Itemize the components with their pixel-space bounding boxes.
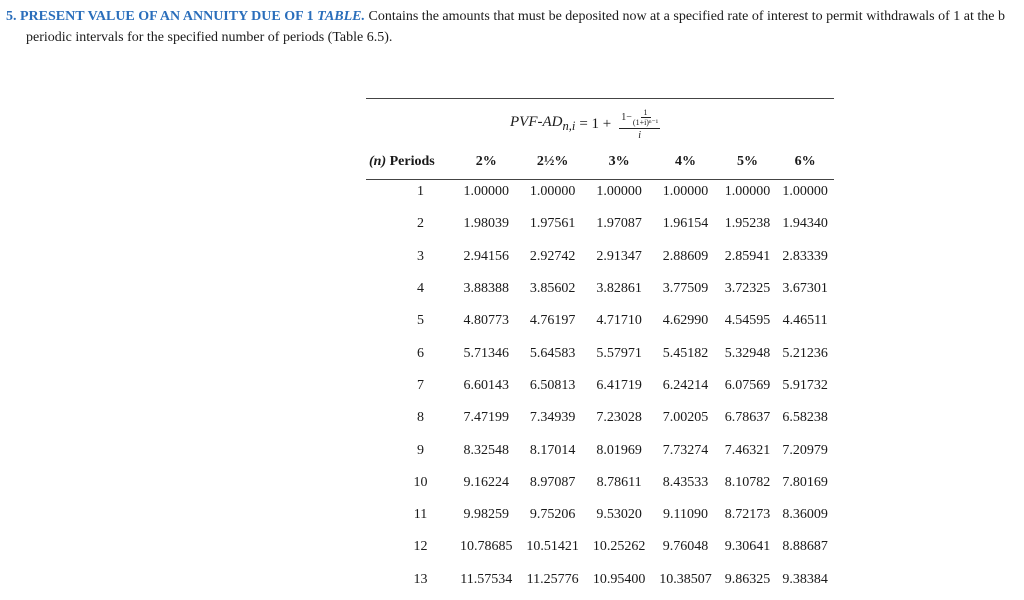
value-cell: 3.85602 — [529, 281, 576, 297]
value-cell: 7.23028 — [596, 410, 642, 426]
value-cell: 4.76197 — [529, 313, 576, 329]
table-row — [366, 370, 834, 402]
value-cell: 8.88687 — [782, 539, 828, 555]
value-cell: 9.11090 — [663, 507, 709, 523]
table-top-rule — [366, 98, 834, 99]
period-cell: 5 — [417, 313, 424, 329]
inner-fraction — [633, 108, 658, 127]
period-cell: 13 — [413, 571, 428, 587]
period-cell: 12 — [413, 539, 428, 555]
value-cell: 2.91347 — [596, 248, 642, 264]
description-line1: Contains the amounts that must be deposited now at a specified rate of interest to permit withdrawals of 1 at the b — [368, 9, 1005, 24]
table-row — [366, 434, 834, 466]
value-cell: 9.30641 — [724, 539, 771, 555]
value-cell: 10.95400 — [592, 571, 646, 587]
value-cell: 2.88609 — [662, 248, 709, 264]
value-cell: 10.25262 — [592, 539, 646, 555]
value-cell: 3.67301 — [782, 281, 828, 297]
table-row — [366, 273, 834, 305]
value-cell: 4.46511 — [782, 313, 828, 329]
value-cell: 6.58238 — [782, 410, 828, 426]
value-cell: 1.95238 — [724, 216, 771, 232]
value-cell: 4.80773 — [463, 313, 509, 329]
table-row — [366, 176, 834, 208]
value-cell: 1.00000 — [782, 184, 828, 200]
value-cell: 9.53020 — [596, 507, 642, 523]
value-cell: 3.77509 — [662, 281, 709, 297]
value-cell: 11.25776 — [526, 571, 579, 587]
value-cell: 1.00000 — [662, 184, 709, 200]
value-cell: 8.72173 — [724, 507, 771, 523]
period-cell: 9 — [417, 442, 424, 458]
value-cell: 5.91732 — [782, 377, 828, 393]
value-cell: 7.46321 — [724, 442, 771, 458]
value-cell: 8.43533 — [662, 474, 709, 490]
value-cell: 7.80169 — [782, 474, 828, 490]
table-intro — [6, 6, 1024, 48]
value-cell: 6.50813 — [529, 377, 576, 393]
value-cell: 8.36009 — [782, 507, 828, 523]
period-cell: 8 — [417, 410, 424, 426]
value-cell: 6.78637 — [724, 410, 771, 426]
table-row — [366, 499, 834, 531]
value-cell: 4.54595 — [724, 313, 771, 329]
formula-numerator — [619, 108, 660, 129]
rate-header: 6% — [794, 154, 816, 169]
formula-fraction — [619, 108, 660, 141]
period-cell: 6 — [417, 345, 424, 361]
value-cell: 1.00000 — [529, 184, 576, 200]
value-cell: 3.82861 — [596, 281, 642, 297]
table-row — [366, 337, 834, 369]
value-cell: 2.92742 — [529, 248, 576, 264]
value-cell: 8.17014 — [529, 442, 576, 458]
section-heading — [20, 9, 365, 24]
table-row — [366, 467, 834, 499]
value-cell: 2.83339 — [782, 248, 828, 264]
value-cell: 4.62990 — [662, 313, 709, 329]
value-cell: 3.72325 — [724, 281, 771, 297]
value-cell: 1.00000 — [463, 184, 509, 200]
value-cell: 8.32548 — [463, 442, 509, 458]
period-cell: 3 — [417, 248, 424, 264]
table-row — [366, 241, 834, 273]
value-cell: 4.71710 — [596, 313, 642, 329]
table-row — [366, 564, 834, 596]
rate-header: 5% — [737, 154, 759, 169]
table-row — [366, 305, 834, 337]
value-cell: 1.97561 — [529, 216, 576, 232]
header-row — [366, 148, 834, 176]
value-cell: 1.96154 — [662, 216, 709, 232]
periods-header: (n) Periods — [369, 154, 435, 169]
value-cell: 5.32948 — [724, 345, 771, 361]
value-cell: 9.98259 — [463, 507, 509, 523]
value-cell: 2.85941 — [724, 248, 771, 264]
value-cell: 3.88388 — [463, 281, 509, 297]
period-cell: 4 — [417, 281, 424, 297]
value-cell: 8.10782 — [724, 474, 771, 490]
value-cell: 7.73274 — [662, 442, 709, 458]
value-cell: 10.78685 — [459, 539, 513, 555]
rate-header: 3% — [608, 154, 630, 169]
value-cell: 7.20979 — [782, 442, 828, 458]
period-cell: 7 — [417, 377, 424, 393]
inner-denominator: (1+i)ⁿ⁻¹ — [632, 117, 659, 127]
value-cell: 5.45182 — [662, 345, 709, 361]
value-cell: 9.16224 — [463, 474, 509, 490]
value-cell: 6.60143 — [463, 377, 509, 393]
inner-numerator: 1 — [641, 108, 651, 118]
value-cell: 9.38384 — [782, 571, 828, 587]
value-cell: 5.64583 — [529, 345, 576, 361]
value-cell: 5.21236 — [782, 345, 828, 361]
value-cell: 6.24214 — [662, 377, 709, 393]
value-cell: 11.57534 — [460, 571, 513, 587]
pvf-ad-formula — [510, 104, 660, 144]
heading-part2: TABLE. — [317, 9, 366, 24]
value-cell: 9.86325 — [724, 571, 771, 587]
period-cell: 10 — [413, 474, 428, 490]
value-cell: 5.57971 — [596, 345, 642, 361]
value-cell: 1.00000 — [724, 184, 771, 200]
period-cell: 2 — [417, 216, 424, 232]
table-row — [366, 402, 834, 434]
value-cell: 8.97087 — [529, 474, 576, 490]
rate-header: 4% — [675, 154, 697, 169]
value-cell: 9.75206 — [529, 507, 576, 523]
value-cell: 8.78611 — [596, 474, 642, 490]
value-cell: 8.01969 — [596, 442, 642, 458]
value-cell: 9.76048 — [662, 539, 709, 555]
header-rule — [366, 179, 834, 180]
table-row — [366, 208, 834, 240]
value-cell: 6.07569 — [724, 377, 771, 393]
value-cell: 1.94340 — [782, 216, 828, 232]
rate-header: 2½% — [536, 154, 569, 169]
value-cell: 2.94156 — [463, 248, 509, 264]
value-cell: 1.00000 — [596, 184, 642, 200]
present-value-table — [366, 148, 834, 596]
value-cell: 1.98039 — [463, 216, 509, 232]
period-cell: 11 — [413, 507, 428, 523]
value-cell: 6.41719 — [596, 377, 642, 393]
formula-lhs: PVF-$AD_{n,i}$ — [510, 114, 576, 133]
value-cell: 10.38507 — [659, 571, 712, 587]
value-cell: 10.51421 — [526, 539, 579, 555]
numerator-prefix: 1− — [621, 111, 632, 123]
formula-equals: = 1 + — [579, 115, 612, 132]
value-cell: 5.71346 — [463, 345, 509, 361]
value-cell: 7.47199 — [463, 410, 509, 426]
description-line2: periodic intervals for the specified number of periods (Table 6.5). — [26, 30, 393, 45]
value-cell: 7.34939 — [529, 410, 576, 426]
table-row — [366, 531, 834, 563]
heading-part1: PRESENT VALUE OF AN ANNUITY DUE OF 1 — [20, 9, 314, 24]
value-cell: 1.97087 — [596, 216, 642, 232]
value-cell: 7.00205 — [662, 410, 709, 426]
section-number: 5. — [6, 9, 17, 24]
formula-subscript: n,i — [562, 119, 576, 133]
period-cell: 1 — [417, 184, 424, 200]
formula-denominator: i — [638, 129, 642, 141]
rate-header: 2% — [475, 154, 497, 169]
